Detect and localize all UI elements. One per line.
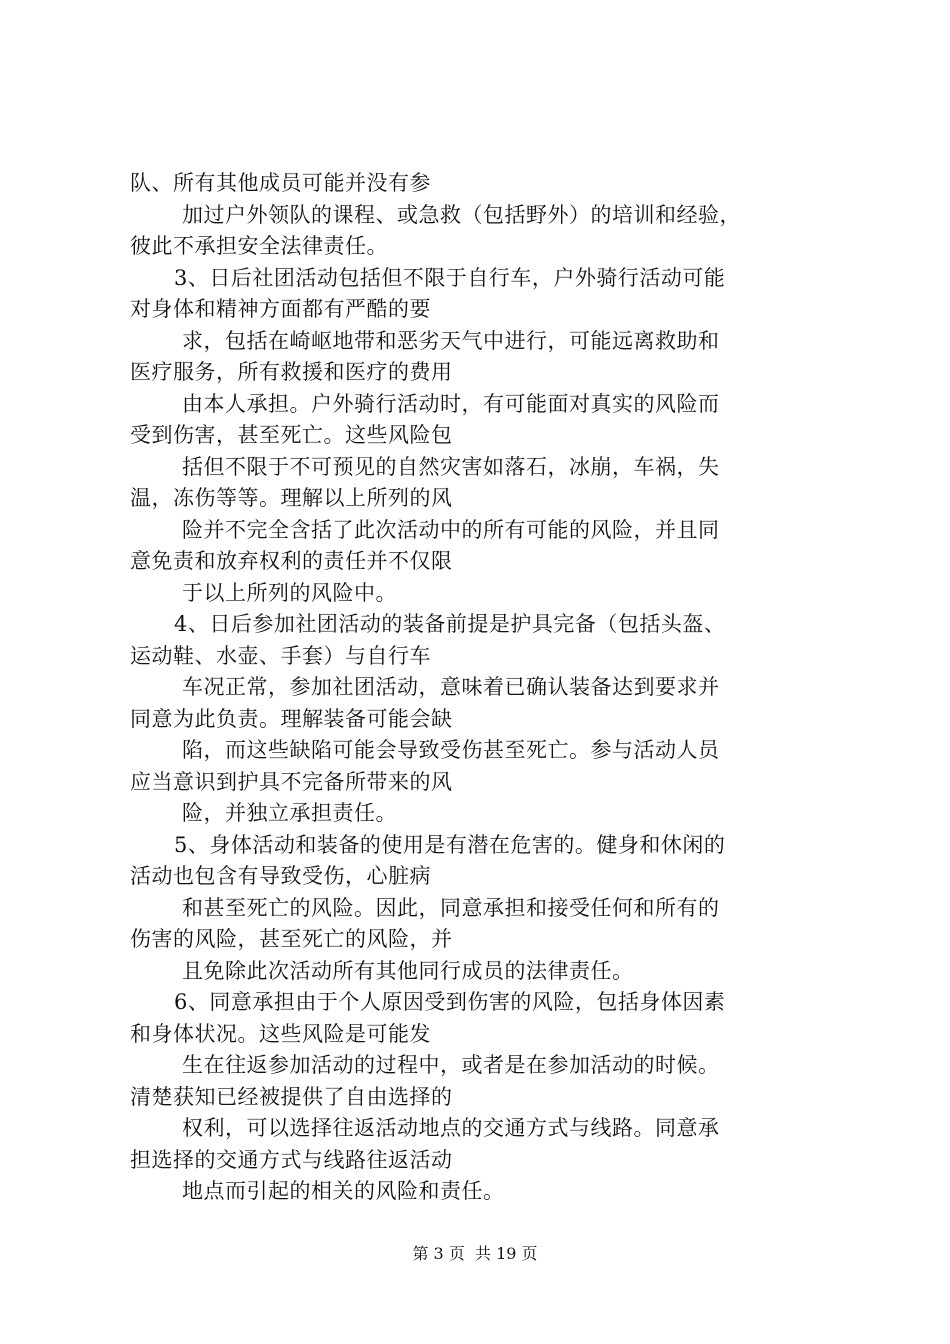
text-line: 地点而引起的相关的风险和责任。 — [182, 1179, 505, 1203]
text-line: 伤害的风险，甚至死亡的风险，并 — [130, 927, 453, 951]
text-line: 于以上所列的风险中。 — [182, 580, 397, 605]
page-number-label: 第 3 页 共 19 页 — [412, 1244, 538, 1263]
text-line: 加过户外领队的课程、或急救（包括野外）的培训和经验， — [182, 202, 741, 227]
text-line: 和甚至死亡的风险。因此，同意承担和接受任何和所有的 — [182, 895, 720, 920]
text-line: 彼此不承担安全法律责任。 — [130, 234, 388, 258]
text-line: 担选择的交通方式与线路往返活动 — [130, 1147, 453, 1172]
text-line: 对身体和精神方面都有严酷的要 — [130, 297, 431, 321]
text-line: 6、同意承担由于个人原因受到伤害的风险，包括身体因素 — [174, 990, 726, 1014]
text-line: 且免除此次活动所有其他同行成员的法律责任。 — [182, 958, 634, 983]
text-line: 陷，而这些缺陷可能会导致受伤甚至死亡。参与活动人员 — [182, 738, 720, 762]
text-line: 3、日后社团活动包括但不限于自行车，户外骑行活动可能 — [174, 265, 726, 290]
text-line: 由本人承担。户外骑行活动时，有可能面对真实的风险而 — [182, 391, 720, 416]
text-line: 4、日后参加社团活动的装备前提是护具完备（包括头盔、 — [174, 612, 726, 636]
text-line: 括但不限于不可预见的自然灾害如落石，冰崩，车祸，失 — [182, 454, 720, 479]
text-line: 求，包括在崎岖地带和恶劣天气中进行，可能远离救助和 — [182, 328, 720, 353]
text-line: 队、所有其他成员可能并没有参 — [130, 171, 431, 195]
text-line: 同意为此负责。理解装备可能会缺 — [130, 706, 453, 731]
text-line: 清楚获知已经被提供了自由选择的 — [130, 1084, 453, 1109]
text-line: 和身体状况。这些风险是可能发 — [130, 1021, 431, 1046]
text-line: 险，并独立承担责任。 — [182, 801, 397, 825]
text-line: 活动也包含有导致受伤，心脏病 — [130, 864, 431, 888]
text-line: 受到伤害，甚至死亡。这些风险包 — [130, 423, 453, 447]
page-footer — [0, 1244, 950, 1264]
text-line: 生在往返参加活动的过程中，或者是在参加活动的时候。 — [182, 1053, 720, 1077]
text-line: 车况正常，参加社团活动，意味着已确认装备达到要求并 — [182, 675, 720, 699]
text-line: 温，冻伤等等。理解以上所列的风 — [130, 486, 453, 510]
document-body — [130, 168, 840, 1208]
text-line: 5、身体活动和装备的使用是有潜在危害的。健身和休闲的 — [174, 832, 726, 857]
text-line: 医疗服务，所有救援和医疗的费用 — [130, 360, 453, 384]
text-line: 意免责和放弃权利的责任并不仅限 — [130, 549, 453, 573]
text-line: 运动鞋、水壶、手套）与自行车 — [130, 643, 431, 668]
text-line: 应当意识到护具不完备所带来的风 — [130, 769, 453, 794]
text-line: 险并不完全含括了此次活动中的所有可能的风险，并且同 — [182, 517, 720, 542]
text-line: 权利，可以选择往返活动地点的交通方式与线路。同意承 — [182, 1116, 720, 1140]
